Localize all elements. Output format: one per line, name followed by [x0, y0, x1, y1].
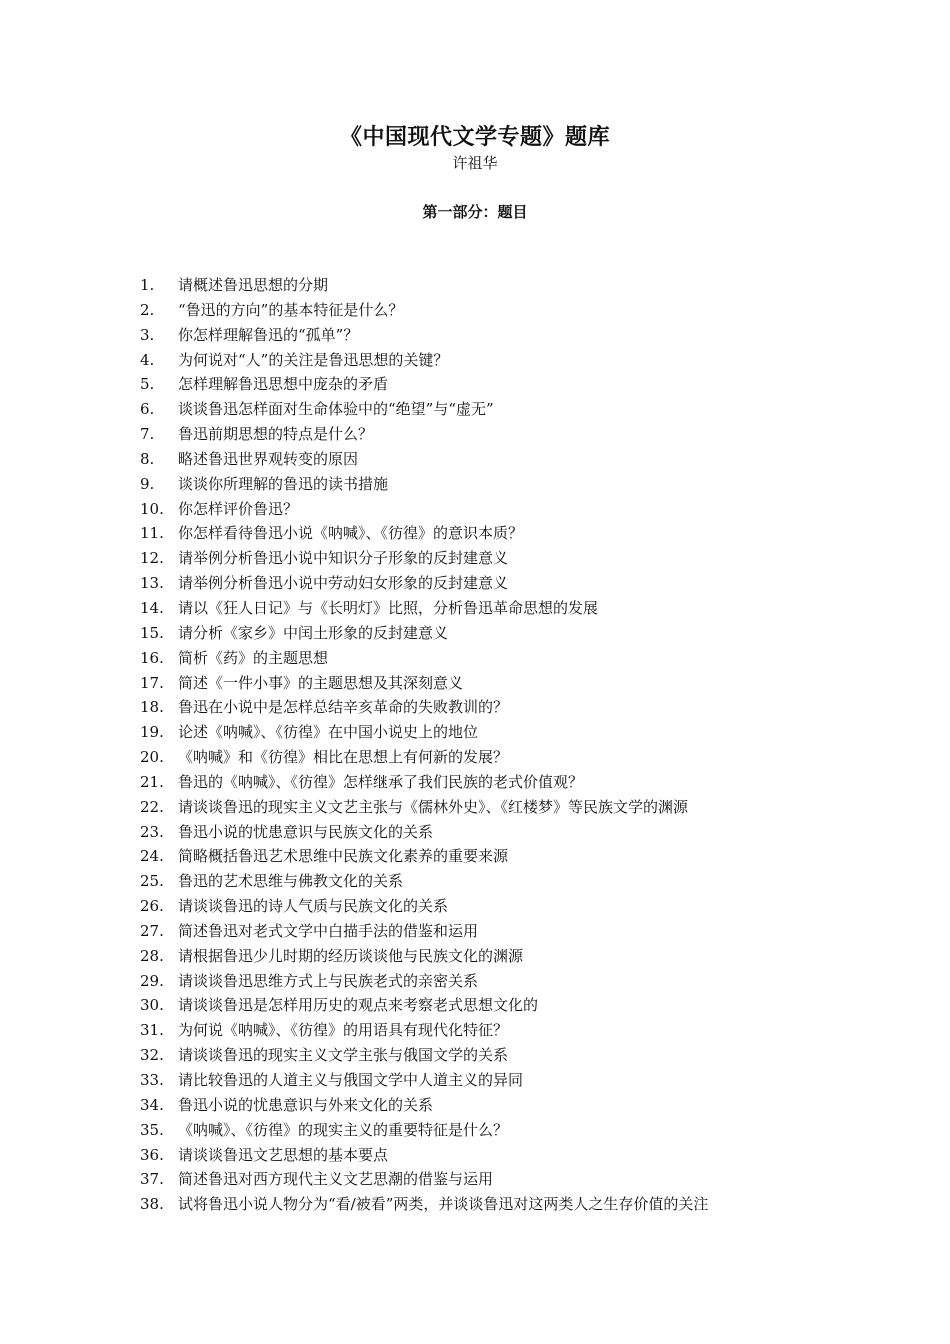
question-number: 12. — [140, 549, 164, 568]
question-number: 28. — [140, 946, 164, 965]
question-number: 3. — [140, 325, 155, 344]
question-text: 请概述鲁迅思想的分期 — [178, 276, 329, 294]
question-text: 你怎样看待鲁迅小说《呐喊》、《彷徨》的意识本质？ — [178, 524, 524, 543]
list-item — [140, 273, 860, 298]
question-number: 36. — [140, 1145, 164, 1164]
question-number: 14. — [140, 598, 164, 617]
question-number: 8. — [140, 449, 155, 468]
list-item — [140, 521, 860, 546]
question-text: 请根据鲁迅少儿时期的经历谈谈他与民族文化的渊源 — [178, 946, 524, 965]
list-item — [140, 944, 860, 969]
question-number: 2. — [140, 300, 155, 319]
question-text: 简述《一件小事》的主题思想及其深刻意义 — [178, 673, 464, 692]
list-item — [140, 1018, 860, 1043]
question-number: 33. — [140, 1071, 164, 1089]
list-item — [140, 497, 860, 522]
question-number: 20. — [140, 748, 164, 767]
question-number: 25. — [140, 872, 164, 891]
question-number: 37. — [140, 1170, 164, 1189]
question-number: 22. — [140, 797, 164, 816]
question-number: 15. — [140, 623, 164, 642]
question-text: 请以《狂人日记》与《长明灯》比照，分析鲁迅革命思想的发展 — [178, 598, 599, 617]
list-item — [140, 695, 860, 720]
question-text: 你怎样理解鲁迅的“孤单”？ — [178, 325, 359, 344]
question-number: 27. — [140, 921, 164, 940]
question-text: 谈谈鲁迅怎样面对生命体验中的“绝望”与“虚无” — [178, 400, 494, 419]
question-text: 鲁迅前期思想的特点是什么？ — [178, 425, 374, 444]
question-number: 34. — [140, 1095, 164, 1114]
question-text: “鲁迅的方向”的基本特征是什么？ — [178, 300, 404, 319]
list-item — [140, 348, 860, 373]
question-text: 鲁迅的艺术思维与佛教文化的关系 — [178, 872, 404, 891]
question-number: 10. — [140, 499, 164, 518]
question-number: 24. — [140, 847, 164, 866]
question-text: 简述鲁迅对西方现代主义文艺思潮的借鉴与运用 — [178, 1170, 494, 1189]
question-text: 请谈谈鲁迅是怎样用历史的观点来考察老式思想文化的 — [178, 996, 539, 1015]
list-item — [140, 844, 860, 869]
list-item — [140, 447, 860, 472]
question-text: 请谈谈鲁迅的现实主义文学主张与俄国文学的关系 — [178, 1046, 509, 1065]
list-item — [140, 1068, 860, 1093]
question-text: 请谈谈鲁迅的现实主义文艺主张与《儒林外史》、《红楼梦》等民族文学的渊源 — [178, 797, 689, 816]
list-item — [140, 298, 860, 323]
question-text: 简述鲁迅对老式文学中白描手法的借鉴和运用 — [178, 921, 479, 940]
question-text: 请谈谈鲁迅文艺思想的基本要点 — [178, 1145, 389, 1164]
question-number: 23. — [140, 822, 164, 841]
question-text: 请比较鲁迅的人道主义与俄国文学中人道主义的异同 — [178, 1071, 524, 1089]
list-item — [140, 1043, 860, 1068]
question-number: 30. — [140, 996, 164, 1015]
question-number: 29. — [140, 971, 164, 990]
question-text: 为何说《呐喊》、《彷徨》的用语具有现代化特征？ — [178, 1021, 509, 1040]
list-item — [140, 472, 860, 497]
question-number: 13. — [140, 574, 164, 593]
question-text: 鲁迅在小说中是怎样总结辛亥革命的失败教训的？ — [178, 698, 509, 717]
question-number: 16. — [140, 648, 164, 667]
question-text: 谈谈你所理解的鲁迅的读书措施 — [178, 474, 389, 493]
list-item — [140, 795, 860, 820]
question-text: 试将鲁迅小说人物分为“看/被看”两类，并谈谈鲁迅对这两类人之生存价值的关注 — [178, 1195, 709, 1214]
question-text: 你怎样评价鲁迅？ — [178, 499, 299, 518]
question-number: 26. — [140, 897, 164, 916]
question-number: 4. — [140, 350, 155, 369]
question-number: 32. — [140, 1046, 164, 1065]
question-text: 略述鲁迅世界观转变的原因 — [178, 449, 359, 468]
question-text: 请举例分析鲁迅小说中知识分子形象的反封建意义 — [178, 549, 509, 568]
list-item — [140, 646, 860, 671]
question-number: 9. — [140, 474, 155, 493]
question-number: 11. — [140, 524, 164, 543]
question-text: 鲁迅小说的忧患意识与外来文化的关系 — [178, 1095, 434, 1114]
question-number: 38. — [140, 1195, 164, 1214]
list-item — [140, 770, 860, 795]
question-list — [140, 273, 860, 1217]
list-item — [140, 596, 860, 621]
question-text: 鲁迅的《呐喊》、《彷徨》怎样继承了我们民族的老式价值观？ — [178, 772, 584, 791]
question-number: 6. — [140, 400, 155, 419]
question-text: 请谈谈鲁迅思维方式上与民族老式的亲密关系 — [178, 971, 479, 990]
list-item — [140, 621, 860, 646]
question-text: 《呐喊》、《彷徨》的现实主义的重要特征是什么？ — [178, 1120, 509, 1139]
question-text: 请谈谈鲁迅的诗人气质与民族文化的关系 — [178, 897, 449, 916]
section-heading: 第一部分：题目 — [422, 203, 528, 221]
list-item — [140, 372, 860, 397]
list-item — [140, 1093, 860, 1118]
question-number: 5. — [140, 375, 155, 394]
question-number: 7. — [140, 425, 155, 444]
list-item — [140, 869, 860, 894]
list-item — [140, 546, 860, 571]
question-text: 简析《药》的主题思想 — [178, 648, 329, 667]
list-item — [140, 323, 860, 348]
question-text: 请分析《家乡》中闰土形象的反封建意义 — [178, 623, 449, 642]
question-number: 31. — [140, 1021, 164, 1040]
question-number: 19. — [140, 723, 164, 742]
document-author: 许祖华 — [452, 154, 498, 172]
document-title: 《中国现代文学专题》题库 — [339, 124, 610, 150]
question-text: 请举例分析鲁迅小说中劳动妇女形象的反封建意义 — [178, 574, 509, 593]
list-item — [140, 1192, 860, 1217]
list-item — [140, 894, 860, 919]
question-number: 18. — [140, 698, 164, 717]
question-text: 论述《呐喊》、《彷徨》在中国小说史上的地位 — [178, 723, 479, 742]
list-item — [140, 397, 860, 422]
question-number: 1. — [140, 276, 155, 294]
list-item — [140, 919, 860, 944]
list-item — [140, 1167, 860, 1192]
question-text: 为何说对“人”的关注是鲁迅思想的关键？ — [178, 350, 449, 369]
question-number: 17. — [140, 673, 164, 692]
list-item — [140, 671, 860, 696]
question-text: 怎样理解鲁迅思想中庞杂的矛盾 — [178, 375, 389, 394]
list-item — [140, 969, 860, 994]
list-item — [140, 745, 860, 770]
list-item — [140, 1118, 860, 1143]
question-number: 21. — [140, 772, 164, 791]
question-text: 简略概括鲁迅艺术思维中民族文化素养的重要来源 — [178, 847, 509, 866]
list-item — [140, 1143, 860, 1168]
list-item — [140, 720, 860, 745]
list-item — [140, 571, 860, 596]
list-item — [140, 820, 860, 845]
question-number: 35. — [140, 1120, 164, 1139]
list-item — [140, 422, 860, 447]
question-text: 《呐喊》和《彷徨》相比在思想上有何新的发展？ — [178, 748, 509, 767]
question-text: 鲁迅小说的忧患意识与民族文化的关系 — [178, 822, 434, 841]
list-item — [140, 993, 860, 1018]
